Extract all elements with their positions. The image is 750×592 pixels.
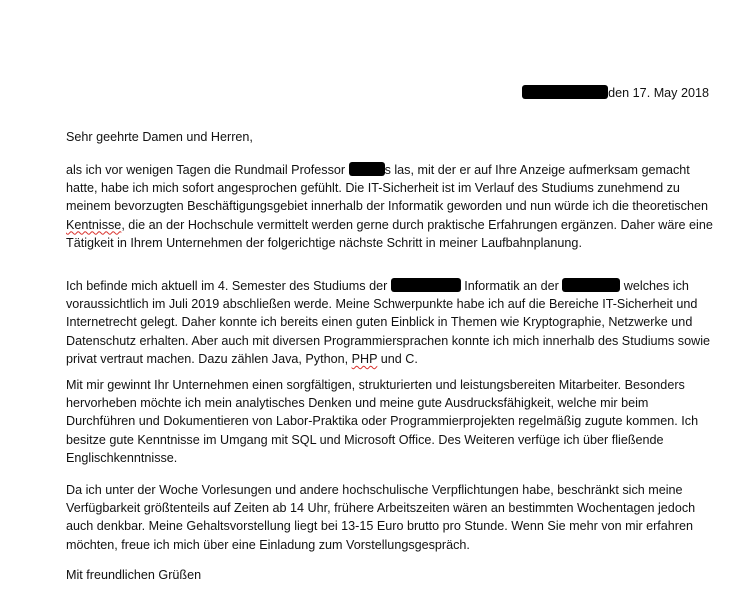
redacted-study-program [391,278,461,292]
paragraph-2-text: welches ich voraussichtlich im Juli 2019 abschließen werde. Meine Schwerpunkte habe ich auf die Bereiche IT-Sicherheit und Internetrecht gelegt. Daher konnte ich bereits einen guten Einblick in Themen wie Kryptographie, Netzwerke und Datenschutz erhalten. Aber auch mit diversen Programmiersprachen konnte ich mich innerhalb des Studiums sowie privat vertraut machen. Dazu zählen Java, Python, [66,279,711,366]
redacted-professor-name [349,162,385,176]
paragraph-1-text: s las, mit der er auf Ihre Anzeige aufmerksam gemacht hatte, habe ich mich sofort angesprochen gefühlt. Die IT-Sicherheit ist im Verlauf des Studiums zunehmend zu meinem bevorzugten Beschäftigungsgebiet innerhalb der Informatik geworden und nun würde ich die theoretischen [66,163,708,214]
paragraph-1 [66,161,716,252]
redacted-university [562,278,620,292]
paragraph-2-text: und C. [377,351,418,366]
date-line [522,84,709,102]
paragraph-2-text: Ich befinde mich aktuell im 4. Semester des Studiums der [66,279,391,293]
paragraph-1-text: als ich vor wenigen Tagen die Rundmail Professor [66,163,349,177]
redacted-city [522,85,608,99]
paragraph-2-text: Informatik an der [460,279,563,293]
closing: Mit freundlichen Grüßen [66,568,202,582]
paragraph-2 [66,277,716,368]
paragraph-1-text: , die an der Hochschule vermittelt werden gerne durch praktische Erfahrungen ergänzen. Daher wäre eine Tätigkeit in Ihrem Unternehmen der folgerichtige nächste Schritt in meiner Laufbahnplanung. [66,217,713,250]
paragraph-3: Mit mir gewinnt Ihr Unternehmen einen sorgfältigen, strukturierten und leistungsbereiten Mitarbeiter. Besonders hervorheben möchte ich mein analytisches Denken und meine gute Ausdrucksfähigkeit, welche mir beim Durchführen und Dokumentieren von Labor-Praktika oder Programmierprojekten regelmäßig zugute kommen. Ich besitze gute Kenntnisse im Umgang mit SQL und Microsoft Office. Des Weiteren verfüge ich über fließende Englischkenntnisse. [66,378,699,465]
paragraph-4: Da ich unter der Woche Vorlesungen und andere hochschulische Verpflichtungen habe, beschränkt sich meine Verfügbarkeit größtenteils auf Zeiten ab 14 Uhr, frühere Arbeitszeiten wären an bestimmten Wochentagen jedoch auch denkbar. Meine Gehaltsvorstellung liegt bei 13-15 Euro brutto pro Stunde. Wenn Sie mehr von mir erfahren möchten, freue ich mich über eine Einladung zum Vorstellungsgespräch. [66,483,696,552]
misspelled-word: Kentnisse [66,217,122,232]
date-text: den 17. May 2018 [608,86,709,100]
salutation: Sehr geehrte Damen und Herren, [66,130,253,144]
flagged-word: PHP [351,351,378,366]
